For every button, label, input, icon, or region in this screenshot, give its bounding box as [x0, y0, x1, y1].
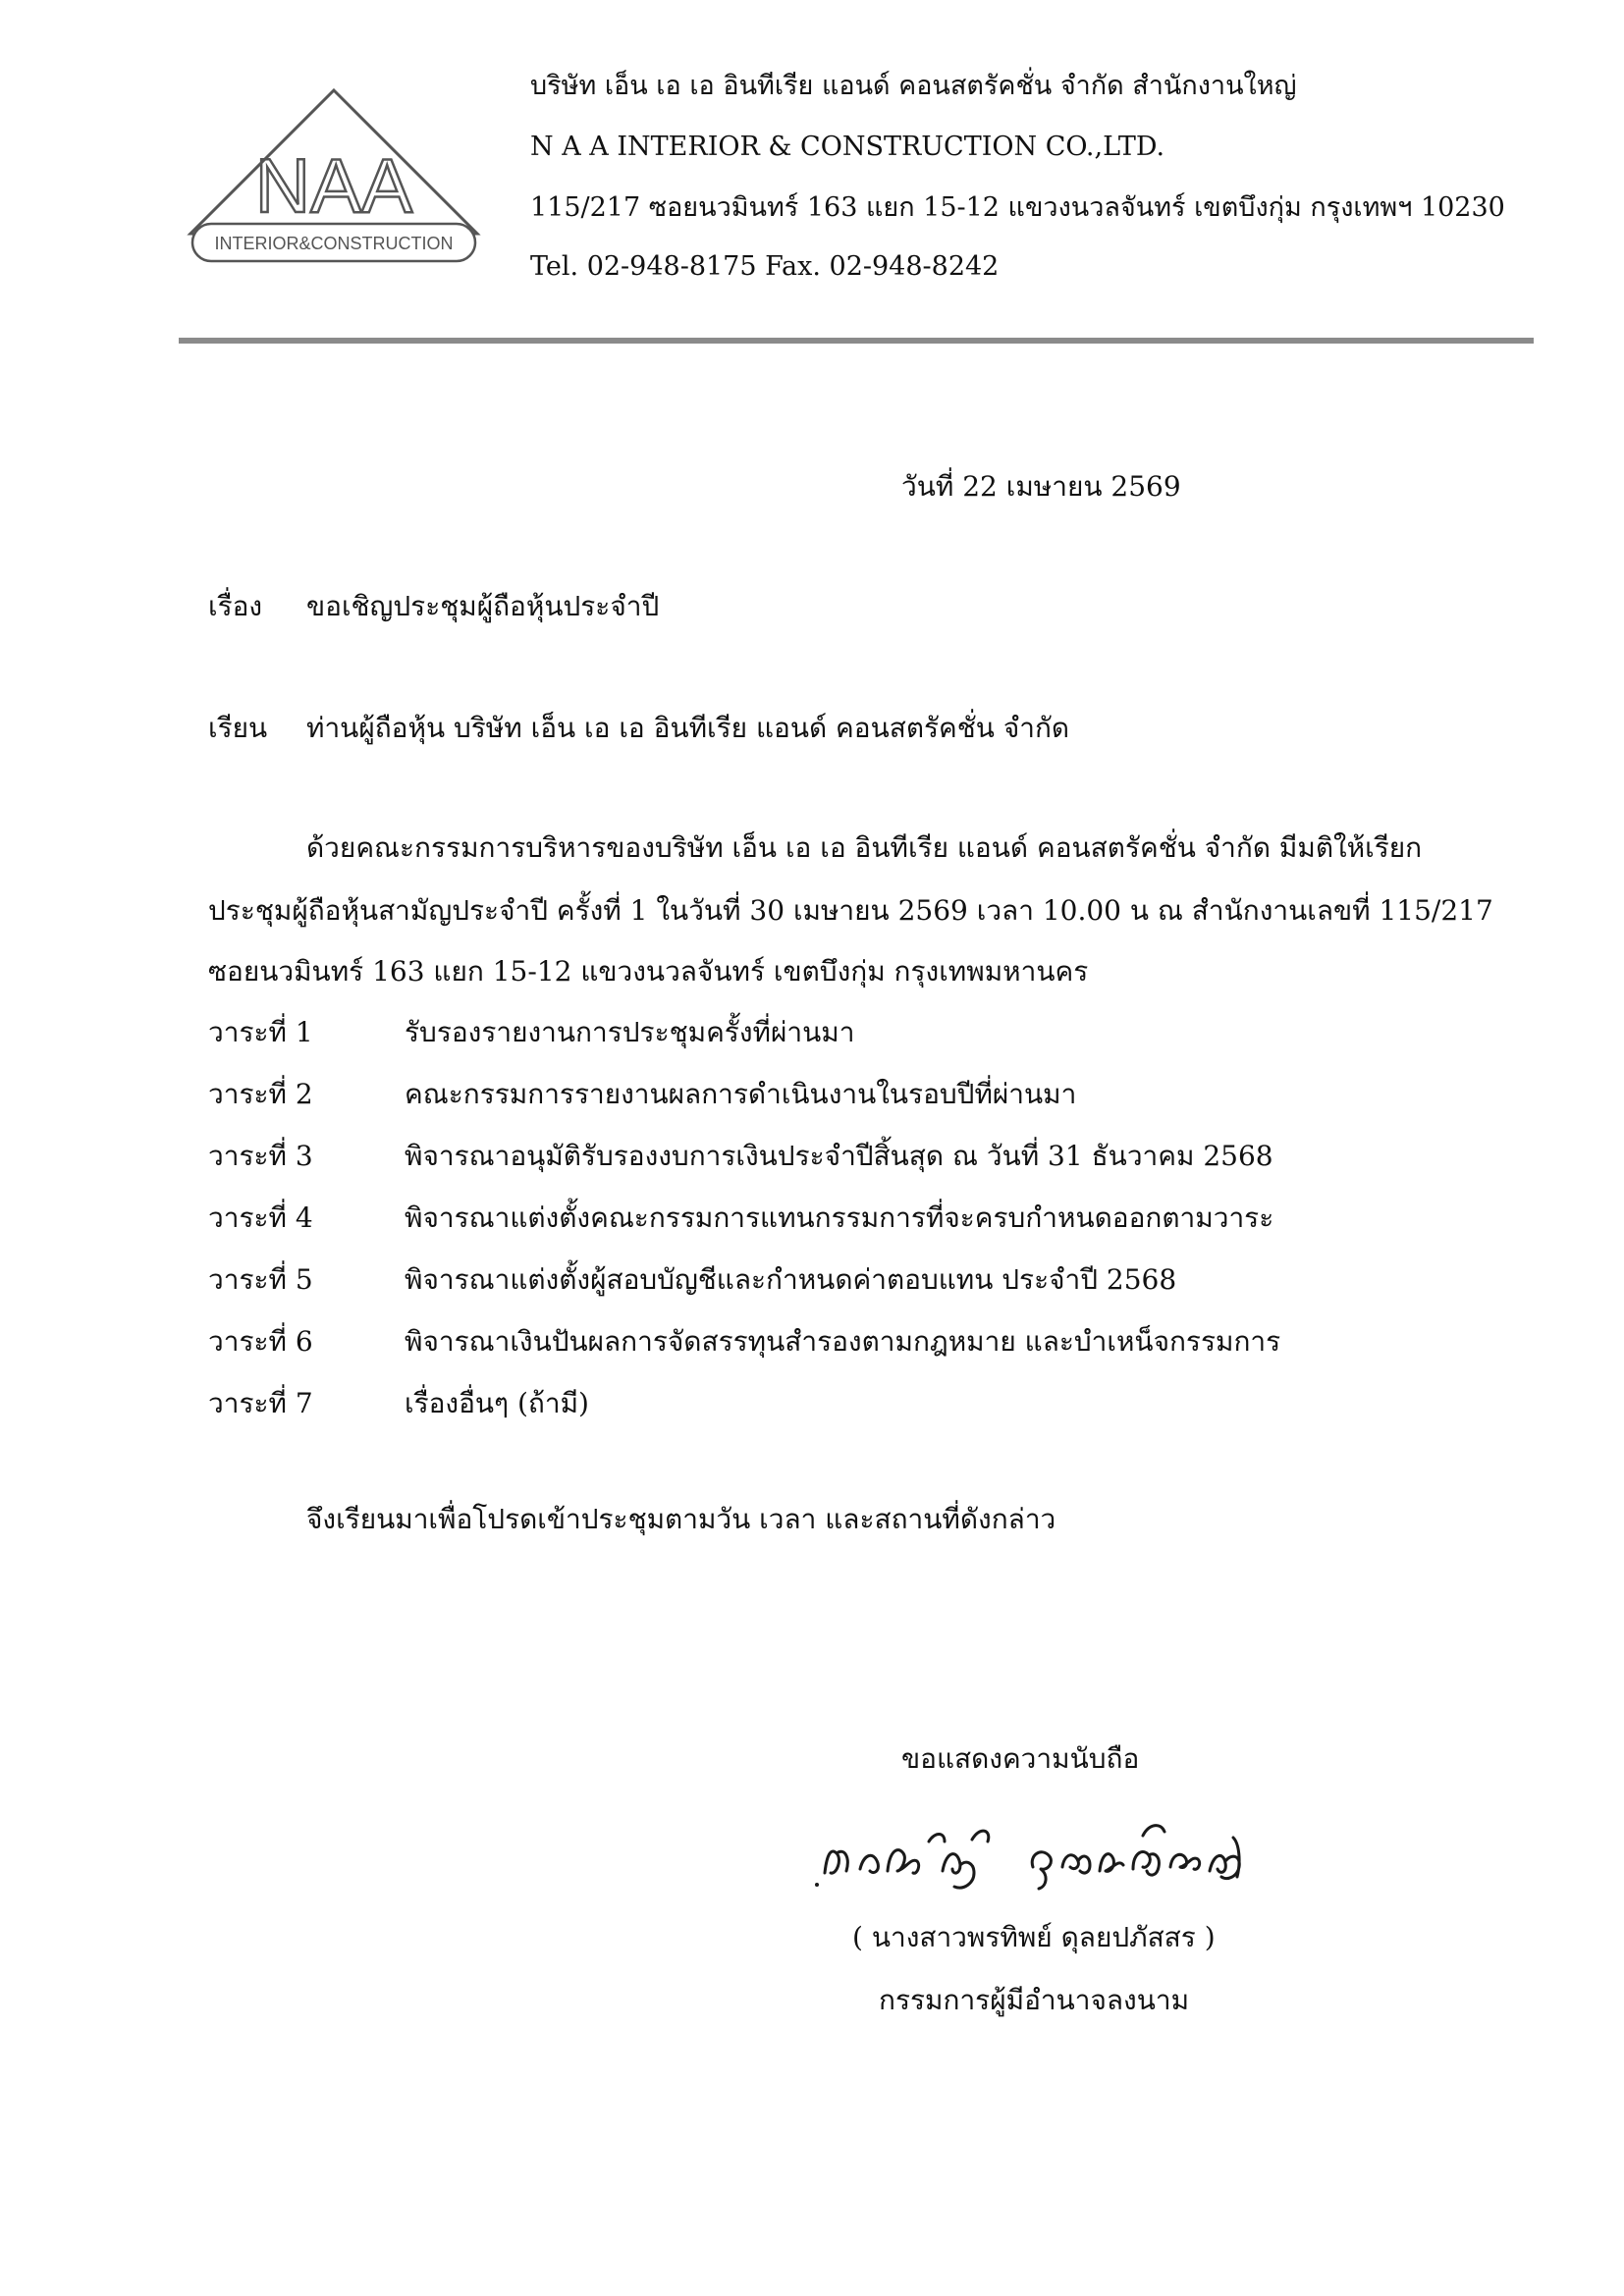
- agenda-number: วาระที่ 5: [208, 1263, 313, 1296]
- body-line-2: ประชุมผู้ถือหุ้นสามัญประจำปี ครั้งที่ 1 ในวันที่ 30 เมษายน 2569 เวลา 10.00 น ณ สำนักงานเลขที่ 115/217: [208, 894, 1493, 927]
- agenda-text: พิจารณาแต่งตั้งคณะกรรมการแทนกรรมการที่จะครบกำหนดออกตามวาระ: [405, 1201, 1274, 1234]
- signer-name: ( นางสาวพรทิพย์ ดุลยปภัสสร ): [852, 1921, 1216, 1953]
- body-line-3: ซอยนวมินทร์ 163 แยก 15-12 แขวงนวลจันทร์ เขตบึงกุ่ม กรุงเทพมหานคร: [208, 955, 1089, 988]
- header-divider: [179, 338, 1534, 344]
- closing-sentence: จึงเรียนมาเพื่อโปรดเข้าประชุมตามวัน เวลา และสถานที่ดังกล่าว: [306, 1503, 1056, 1535]
- agenda-text: คณะกรรมการรายงานผลการดำเนินงานในรอบปีที่ผ่านมา: [405, 1078, 1077, 1110]
- agenda-item: [208, 1382, 1485, 1421]
- recipient-label: เรียน: [208, 712, 268, 744]
- agenda-item: [208, 1073, 1485, 1112]
- agenda-text: พิจารณาเงินปันผลการจัดสรรทุนสำรองตามกฎหมาย และบำเหน็จกรรมการ: [405, 1325, 1281, 1358]
- company-address: 115/217 ซอยนวมินทร์ 163 แยก 15-12 แขวงนวลจันทร์ เขตบึงกุ่ม กรุงเทพฯ 10230: [530, 192, 1505, 223]
- agenda-number: วาระที่ 7: [208, 1387, 313, 1419]
- agenda-item: [208, 1135, 1485, 1174]
- signer-title: กรรมการผู้มีอำนาจลงนาม: [879, 1984, 1190, 2016]
- subject-label: เรื่อง: [208, 590, 263, 622]
- agenda-item: [208, 1011, 1485, 1050]
- agenda-number: วาระที่ 3: [208, 1140, 313, 1172]
- company-name-thai: บริษัท เอ็น เอ เอ อินทีเรีย แอนด์ คอนสตรัคชั่น จำกัด สำนักงานใหญ่: [530, 71, 1297, 101]
- agenda-number: วาระที่ 4: [208, 1201, 313, 1234]
- logo-main-text: NAA: [254, 142, 413, 229]
- agenda-text: พิจารณาแต่งตั้งผู้สอบบัญชีและกำหนดค่าตอบแทน ประจำปี 2568: [405, 1263, 1177, 1296]
- letter-date: วันที่ 22 เมษายน 2569: [901, 470, 1181, 503]
- agenda-item: [208, 1320, 1485, 1360]
- body-line-1: ด้วยคณะกรรมการบริหารของบริษัท เอ็น เอ เอ อินทีเรีย แอนด์ คอนสตรัคชั่น จำกัด มีมติให้เรียก: [306, 831, 1423, 864]
- company-logo: [187, 86, 481, 273]
- agenda-number: วาระที่ 6: [208, 1325, 313, 1358]
- agenda-item: [208, 1258, 1485, 1298]
- logo-sub-text: INTERIOR&CONSTRUCTION: [214, 234, 454, 253]
- agenda-number: วาระที่ 1: [208, 1016, 313, 1048]
- agenda-text: รับรองรายงานการประชุมครั้งที่ผ่านมา: [405, 1016, 855, 1048]
- handwritten-signature: [805, 1796, 1276, 1904]
- recipient-text: ท่านผู้ถือหุ้น บริษัท เอ็น เอ เอ อินทีเรีย แอนด์ คอนสตรัคชั่น จำกัด: [306, 712, 1070, 744]
- company-name-english: N A A INTERIOR & CONSTRUCTION CO.,LTD.: [530, 132, 1165, 162]
- subject-text: ขอเชิญประชุมผู้ถือหุ้นประจำปี: [306, 590, 660, 622]
- regards-text: ขอแสดงความนับถือ: [901, 1742, 1140, 1775]
- agenda-item: [208, 1197, 1485, 1236]
- agenda-text: พิจารณาอนุมัติรับรองงบการเงินประจำปีสิ้นสุด ณ วันที่ 31 ธันวาคม 2568: [405, 1140, 1273, 1172]
- company-contact: Tel. 02-948-8175 Fax. 02-948-8242: [530, 251, 1000, 282]
- agenda-text: เรื่องอื่นๆ (ถ้ามี): [405, 1387, 589, 1419]
- agenda-number: วาระที่ 2: [208, 1078, 313, 1110]
